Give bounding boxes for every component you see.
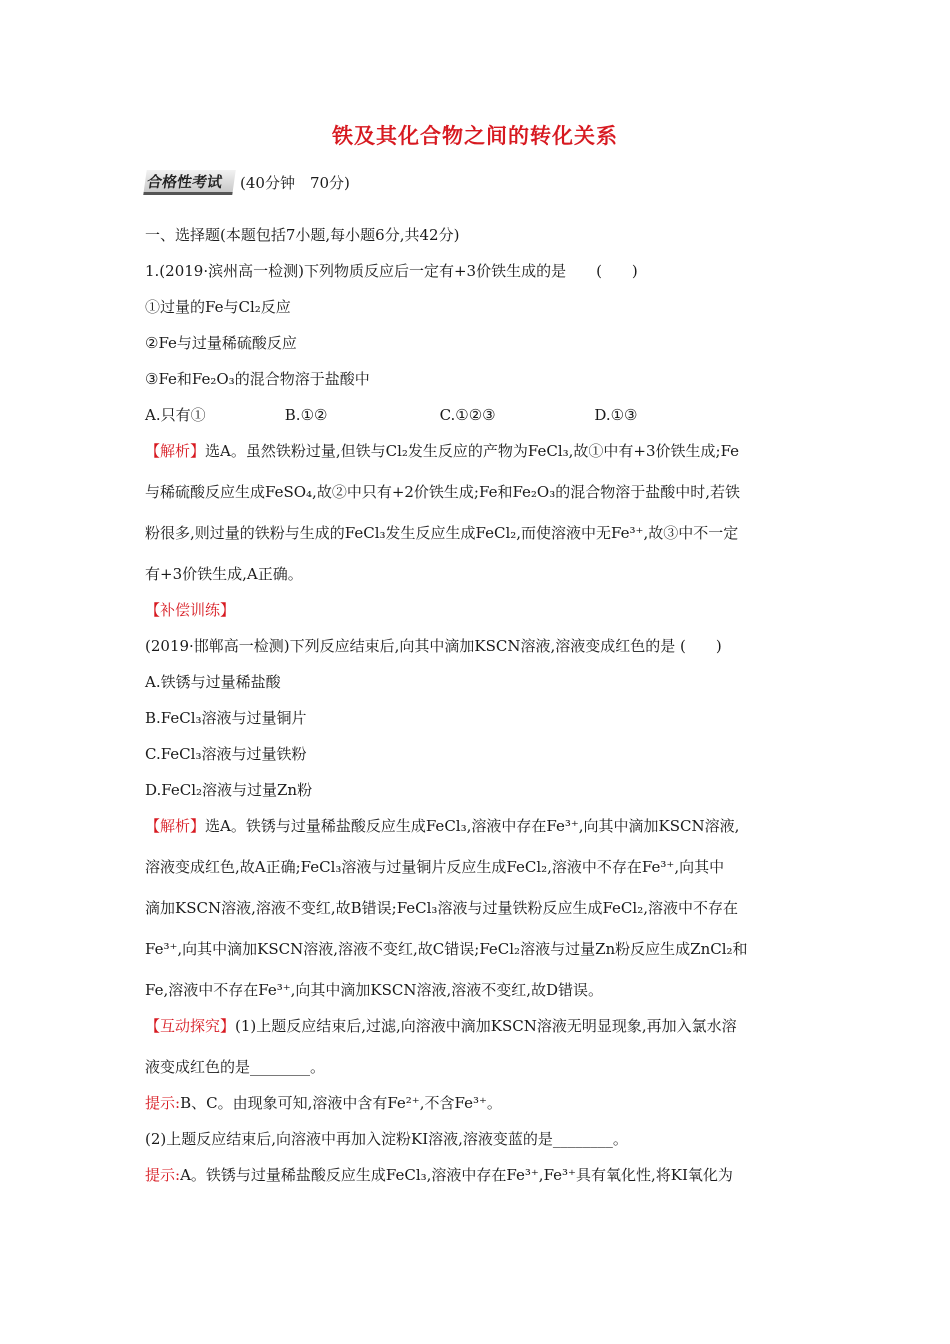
supplement-option-d: D.FeCl₂溶液与过量Zn粉 — [145, 781, 313, 799]
q1-analysis-line-4: 有+3价铁生成,A正确。 — [145, 565, 303, 583]
supplement-option-b: B.FeCl₃溶液与过量铜片 — [145, 709, 307, 727]
explore-question-2: (2)上题反应结束后,向溶液中再加入淀粉KI溶液,溶液变蓝的是________。 — [145, 1130, 628, 1148]
explore-question-1: (1)上题反应结束后,过滤,向溶液中滴加KSCN溶液无明显现象,再加入氯水溶 — [235, 1017, 737, 1035]
analysis-text: 选A。铁锈与过量稀盐酸反应生成FeCl₃,溶液中存在Fe³⁺,向其中滴加KSCN溶液, — [205, 817, 740, 835]
q1-stem: 1.(2019·滨州高一检测)下列物质反应后一定有+3价铁生成的是 ( ) — [145, 262, 638, 280]
supplement-analysis-line-1 — [145, 815, 739, 837]
explore-line-1 — [145, 1015, 737, 1037]
option-c: C.①②③ — [439, 406, 496, 424]
q1-statement-2: ②Fe与过量稀硫酸反应 — [145, 334, 297, 352]
supplement-analysis-line-4: Fe³⁺,向其中滴加KSCN溶液,溶液不变红,故C错误;FeCl₂溶液与过量Zn粉反应生成ZnCl₂和 — [145, 940, 748, 958]
q1-analysis-line-1 — [145, 440, 739, 462]
q1-statement-1: ①过量的Fe与Cl₂反应 — [145, 298, 291, 316]
supplement-analysis-line-5: Fe,溶液中不存在Fe³⁺,向其中滴加KSCN溶液,溶液不变红,故D错误。 — [145, 981, 604, 999]
supplement-stem: (2019·邯郸高一检测)下列反应结束后,向其中滴加KSCN溶液,溶液变成红色的是 ( ) — [145, 637, 722, 655]
supplement-option-a: A.铁锈与过量稀盐酸 — [145, 673, 281, 691]
hint-tag: 提示: — [145, 1094, 181, 1112]
section-header — [145, 170, 350, 195]
analysis-text: 选A。虽然铁粉过量,但铁与Cl₂发生反应的产物为FeCl₃,故①中有+3价铁生成;Fe — [205, 442, 740, 460]
q1-options — [145, 404, 638, 426]
part-header: 一、选择题(本题包括7小题,每小题6分,共42分) — [145, 226, 460, 244]
explore-tag: 【互动探究】 — [145, 1017, 236, 1035]
page-title: 铁及其化合物之间的转化关系 — [332, 123, 618, 148]
time-score: (40分钟 70分) — [240, 174, 350, 192]
option-b: B.①② — [284, 406, 328, 424]
q1-analysis-line-2: 与稀硫酸反应生成FeSO₄,故②中只有+2价铁生成;Fe和Fe₂O₃的混合物溶于盐酸中时,若铁 — [145, 483, 741, 501]
option-d: D.①③ — [594, 406, 638, 424]
hint-2 — [145, 1164, 733, 1186]
section-badge: 合格性考试 — [143, 170, 236, 195]
analysis-tag: 【解析】 — [145, 442, 206, 460]
supplement-option-c: C.FeCl₃溶液与过量铁粉 — [145, 745, 307, 763]
analysis-tag: 【解析】 — [145, 817, 206, 835]
option-a: A.只有① — [145, 406, 206, 424]
hint-1 — [145, 1092, 502, 1114]
supplement-analysis-line-3: 滴加KSCN溶液,溶液不变红,故B错误;FeCl₃溶液与过量铁粉反应生成FeCl₂,溶液中不存在 — [145, 899, 738, 917]
hint-tag: 提示: — [145, 1166, 181, 1184]
q1-statement-3: ③Fe和Fe₂O₃的混合物溶于盐酸中 — [145, 370, 370, 388]
explore-line-2: 液变成红色的是________。 — [145, 1058, 326, 1076]
supplement-tag: 【补偿训练】 — [145, 601, 236, 619]
hint-1-text: B、C。由现象可知,溶液中含有Fe²⁺,不含Fe³⁺。 — [180, 1094, 502, 1112]
hint-2-text: A。铁锈与过量稀盐酸反应生成FeCl₃,溶液中存在Fe³⁺,Fe³⁺具有氧化性,将KI氧化为 — [180, 1166, 733, 1184]
q1-analysis-line-3: 粉很多,则过量的铁粉与生成的FeCl₃发生反应生成FeCl₂,而使溶液中无Fe³⁺,故③中不一定 — [145, 524, 739, 542]
supplement-analysis-line-2: 溶液变成红色,故A正确;FeCl₃溶液与过量铜片反应生成FeCl₂,溶液中不存在Fe³⁺,向其中 — [145, 858, 725, 876]
